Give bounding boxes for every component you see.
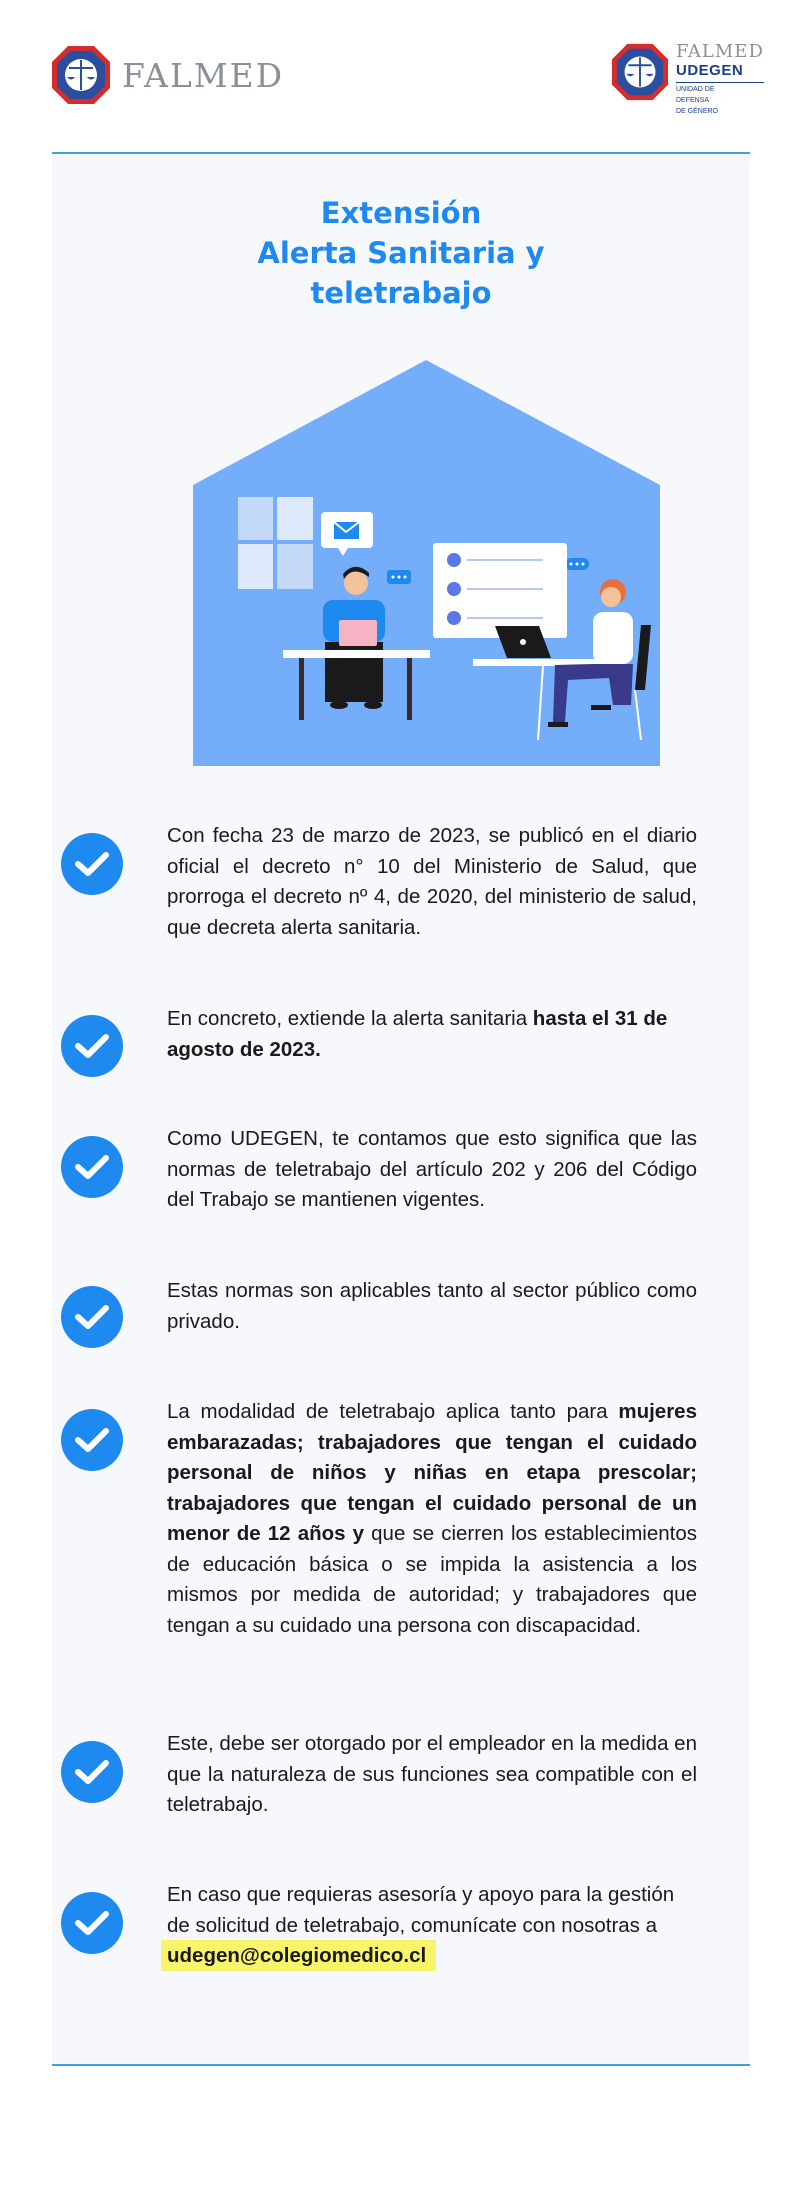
title-line-3: teletrabajo [310,276,492,310]
udegen-logo [610,42,764,116]
udegen-label: UDEGEN [676,62,764,83]
bottom-divider [52,2064,750,2066]
item-text: Como UDEGEN, te contamos que esto significa que las normas de teletrabajo del artículo 202 y 206 del Código del Trabajo se mantienen vigentes. [167,1127,697,1211]
check-circle-icon [61,1741,123,1803]
check-circle-icon [61,1409,123,1471]
item-text [167,1880,697,1972]
item-text: Este, debe ser otorgado por el empleador en la medida en que la naturaleza de sus funciones sea compatible con el teletrabajo. [167,1732,697,1816]
falmed-logo-icon [50,44,112,106]
header [0,0,800,152]
item-text: Con fecha 23 de marzo de 2023, se publicó en el diario oficial el decreto n° 10 del Ministerio de Salud, que prorroga el decreto nº 4, de 2020, del ministerio de salud, que decreta alerta sanitaria. [167,824,697,939]
item-text [167,1397,697,1641]
check-circle-icon [61,1136,123,1198]
falmed-logo-icon [610,42,670,102]
window-icon [238,497,313,589]
telework-illustration [193,360,660,766]
title-line-1: Extensión [320,196,482,230]
laptop-icon [339,620,377,646]
page-title [52,193,750,313]
udegen-subtitle-1: UNIDAD DE [676,86,715,93]
item-text-bold: hasta el 31 de agosto de 2023. [167,1007,668,1061]
udegen-subtitle-3: DE GÉNERO [676,108,719,115]
item-text: Estas normas son aplicables tanto al sector público como privado. [167,1279,697,1333]
check-circle-icon [61,1015,123,1077]
check-circle-icon [61,1892,123,1954]
udegen-subtitle-2: DEFENSA [676,97,710,104]
title-line-2: Alerta Sanitaria y [257,236,545,270]
item-text-plain: En caso que requieras asesoría y apoyo para la gestión de solicitud de teletrabajo, comunícate con nosotras a [167,1883,675,1937]
email-link[interactable]: udegen@colegiomedico.cl [161,1940,436,1971]
item-text [167,1004,697,1065]
item-text-bold: mujeres embarazadas; trabajadores que tengan el cuidado personal de niños y niñas en etapa prescolar; trabajadores que tengan el cuidado personal de un menor de 12 años y [167,1400,697,1545]
falmed-wordmark: FALMED [122,55,285,95]
checklist-icon [433,543,567,638]
item-text-plain: En concreto, extiende la alerta sanitaria [167,1007,533,1030]
item-text-plain: que se cierren los establecimientos de educación básica o se impida la asistencia a los mismos por medida de autoridad; y trabajadores que tengan a su cuidado una persona con discapacidad. [167,1522,697,1637]
check-circle-icon [61,1286,123,1348]
falmed-label: FALMED [676,41,764,62]
falmed-logo [50,44,284,106]
check-circle-icon [61,833,123,895]
item-text-plain: La modalidad de teletrabajo aplica tanto para [167,1400,619,1423]
